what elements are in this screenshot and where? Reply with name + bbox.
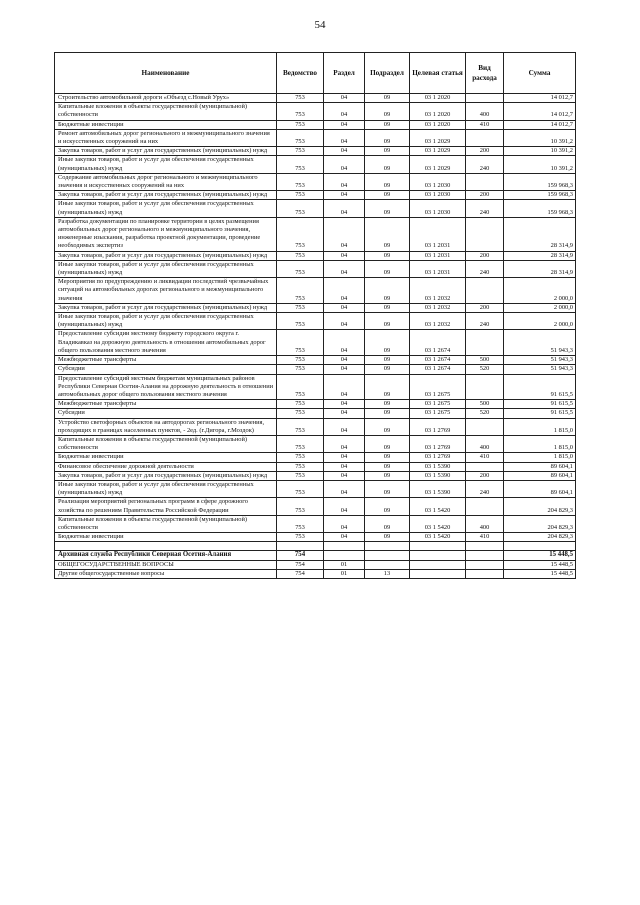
- cell-article: 03 1 2020: [410, 103, 466, 120]
- cell-subsection: 09: [365, 365, 410, 374]
- cell-expense-type: 240: [466, 200, 504, 217]
- cell-expense-type: [466, 498, 504, 515]
- cell-name: Предоставление субсидии местному бюджету городского округа г. Владикавказ на дорожную деятельность в отношении автомобильных дорог общего пользования местного значения: [55, 330, 277, 356]
- cell-dept: 753: [277, 103, 324, 120]
- cell-dept: 753: [277, 330, 324, 356]
- header-dept: Ведомство: [277, 53, 324, 94]
- table-row: [55, 374, 576, 400]
- cell-name: Иные закупки товаров, работ и услуг для обеспечения государственных (муниципальных) нужд: [55, 156, 277, 173]
- cell-article: 03 1 5390: [410, 480, 466, 497]
- cell-sum: 159 968,3: [504, 200, 576, 217]
- cell-section: 04: [324, 103, 365, 120]
- cell-dept: 754: [277, 560, 324, 569]
- cell-article: 03 1 2032: [410, 303, 466, 312]
- cell-subsection: 09: [365, 278, 410, 304]
- table-row: [55, 330, 576, 356]
- cell-dept: [277, 542, 324, 551]
- table-row: [55, 278, 576, 304]
- cell-subsection: [365, 560, 410, 569]
- cell-section: 04: [324, 303, 365, 312]
- cell-sum: 10 391,2: [504, 156, 576, 173]
- cell-name: Капитальные вложения в объекты государственной (муниципальной) собственности: [55, 103, 277, 120]
- cell-sum: 51 943,3: [504, 365, 576, 374]
- cell-name: Другие общегосударственные вопросы: [55, 569, 277, 578]
- cell-name: ОБЩЕГОСУДАРСТВЕННЫЕ ВОПРОСЫ: [55, 560, 277, 569]
- cell-dept: 753: [277, 533, 324, 542]
- table-row: [55, 471, 576, 480]
- cell-name: Закупка товаров, работ и услуг для государственных (муниципальных) нужд: [55, 191, 277, 200]
- cell-article: [410, 569, 466, 578]
- cell-name: Реализация мероприятий региональных программ в сфере дорожного хозяйства по решениям Правительства Российской Федерации: [55, 498, 277, 515]
- table-row: [55, 480, 576, 497]
- table-row: [55, 462, 576, 471]
- cell-name: Закупка товаров, работ и услуг для государственных (муниципальных) нужд: [55, 471, 277, 480]
- table-row: [55, 453, 576, 462]
- cell-name: Субсидии: [55, 409, 277, 418]
- table-row: [55, 200, 576, 217]
- cell-sum: 15 448,5: [504, 551, 576, 560]
- cell-dept: 753: [277, 453, 324, 462]
- page-number: 54: [314, 19, 326, 31]
- cell-dept: 753: [277, 217, 324, 251]
- cell-sum: 28 314,9: [504, 251, 576, 260]
- cell-dept: 753: [277, 374, 324, 400]
- table-row: [55, 400, 576, 409]
- table-row: [55, 120, 576, 129]
- header-article: Целевая статья: [410, 53, 466, 94]
- cell-subsection: 09: [365, 191, 410, 200]
- cell-section: 04: [324, 200, 365, 217]
- cell-dept: 753: [277, 356, 324, 365]
- cell-sum: 91 615,5: [504, 400, 576, 409]
- cell-section: [324, 551, 365, 560]
- cell-section: 04: [324, 278, 365, 304]
- cell-sum: 51 943,3: [504, 356, 576, 365]
- cell-sum: 204 829,3: [504, 515, 576, 532]
- cell-expense-type: [466, 217, 504, 251]
- cell-section: 04: [324, 173, 365, 190]
- cell-sum: 159 968,3: [504, 173, 576, 190]
- cell-article: 03 1 2030: [410, 173, 466, 190]
- cell-sum: 2 000,0: [504, 313, 576, 330]
- cell-subsection: 09: [365, 462, 410, 471]
- table-row: [55, 569, 576, 578]
- cell-subsection: 09: [365, 94, 410, 103]
- table-row: [55, 409, 576, 418]
- cell-name: Финансовое обеспечение дорожной деятельности: [55, 462, 277, 471]
- cell-sum: 10 391,2: [504, 147, 576, 156]
- cell-dept: 753: [277, 418, 324, 435]
- cell-article: 03 1 2031: [410, 260, 466, 277]
- cell-section: 04: [324, 533, 365, 542]
- cell-subsection: 09: [365, 129, 410, 146]
- cell-article: 03 1 5420: [410, 533, 466, 542]
- cell-section: 04: [324, 409, 365, 418]
- cell-expense-type: 240: [466, 480, 504, 497]
- cell-name: Архивная служба Республики Северная Осетия-Алания: [55, 551, 277, 560]
- cell-dept: 753: [277, 515, 324, 532]
- cell-subsection: 09: [365, 303, 410, 312]
- table-row: [55, 217, 576, 251]
- cell-dept: 753: [277, 147, 324, 156]
- cell-section: 04: [324, 374, 365, 400]
- cell-expense-type: [466, 129, 504, 146]
- cell-dept: 753: [277, 435, 324, 452]
- cell-expense-type: 240: [466, 313, 504, 330]
- cell-subsection: 09: [365, 120, 410, 129]
- cell-article: 03 1 2675: [410, 400, 466, 409]
- cell-subsection: 09: [365, 515, 410, 532]
- table-row: [55, 260, 576, 277]
- cell-sum: 204 829,3: [504, 498, 576, 515]
- cell-expense-type: 200: [466, 191, 504, 200]
- cell-sum: 89 604,1: [504, 462, 576, 471]
- cell-sum: 159 968,3: [504, 191, 576, 200]
- cell-subsection: 09: [365, 533, 410, 542]
- cell-article: 03 1 2674: [410, 356, 466, 365]
- cell-article: 03 1 2030: [410, 200, 466, 217]
- cell-article: 03 1 2032: [410, 278, 466, 304]
- cell-section: 04: [324, 147, 365, 156]
- cell-name: Закупка товаров, работ и услуг для государственных (муниципальных) нужд: [55, 251, 277, 260]
- cell-subsection: 09: [365, 103, 410, 120]
- cell-subsection: [365, 542, 410, 551]
- cell-section: 04: [324, 435, 365, 452]
- cell-dept: 753: [277, 498, 324, 515]
- cell-section: 04: [324, 191, 365, 200]
- cell-name: Закупка товаров, работ и услуг для государственных (муниципальных) нужд: [55, 147, 277, 156]
- cell-sum: 204 829,3: [504, 533, 576, 542]
- cell-expense-type: 240: [466, 156, 504, 173]
- cell-subsection: 09: [365, 356, 410, 365]
- header-name: Наименование: [55, 53, 277, 94]
- cell-sum: 2 000,0: [504, 278, 576, 304]
- table-row: [55, 129, 576, 146]
- cell-expense-type: [466, 94, 504, 103]
- cell-dept: 753: [277, 120, 324, 129]
- cell-expense-type: 240: [466, 260, 504, 277]
- cell-name: Содержание автомобильных дорог регионального и межмуниципального значения и искусственных сооружений на них: [55, 173, 277, 190]
- table-row: [55, 498, 576, 515]
- cell-article: 03 1 2020: [410, 120, 466, 129]
- cell-expense-type: [466, 462, 504, 471]
- cell-subsection: 09: [365, 217, 410, 251]
- cell-dept: 754: [277, 569, 324, 578]
- cell-name: Мероприятия по предупреждению и ликвидации последствий чрезвычайных ситуаций на автомобильных дорогах регионального и межмуниципального значения: [55, 278, 277, 304]
- cell-section: 01: [324, 560, 365, 569]
- table-row: [55, 191, 576, 200]
- cell-sum: 1 815,0: [504, 453, 576, 462]
- cell-dept: 753: [277, 94, 324, 103]
- cell-expense-type: 200: [466, 303, 504, 312]
- cell-dept: 753: [277, 462, 324, 471]
- table-row: [55, 103, 576, 120]
- cell-name: Межбюджетные трансферты: [55, 400, 277, 409]
- cell-section: 04: [324, 94, 365, 103]
- cell-article: 03 1 2675: [410, 409, 466, 418]
- cell-name: Бюджетные инвестиции: [55, 120, 277, 129]
- table-row: [55, 418, 576, 435]
- header-sum: Сумма: [504, 53, 576, 94]
- table-row: [55, 251, 576, 260]
- cell-article: 03 1 2029: [410, 129, 466, 146]
- cell-expense-type: [466, 330, 504, 356]
- cell-expense-type: 400: [466, 435, 504, 452]
- cell-article: 03 1 2031: [410, 217, 466, 251]
- cell-sum: 2 000,0: [504, 303, 576, 312]
- cell-article: 03 1 2029: [410, 156, 466, 173]
- cell-dept: 753: [277, 173, 324, 190]
- cell-dept: 753: [277, 400, 324, 409]
- cell-dept: 753: [277, 200, 324, 217]
- cell-section: 04: [324, 400, 365, 409]
- cell-section: 04: [324, 156, 365, 173]
- cell-name: Иные закупки товаров, работ и услуг для обеспечения государственных (муниципальных) нужд: [55, 200, 277, 217]
- cell-sum: 15 448,5: [504, 560, 576, 569]
- cell-name: Закупка товаров, работ и услуг для государственных (муниципальных) нужд: [55, 303, 277, 312]
- cell-subsection: 09: [365, 409, 410, 418]
- cell-sum: 91 615,5: [504, 374, 576, 400]
- table-row: [55, 313, 576, 330]
- cell-article: 03 1 2674: [410, 365, 466, 374]
- cell-subsection: 09: [365, 418, 410, 435]
- cell-name: Бюджетные инвестиции: [55, 533, 277, 542]
- cell-name: Иные закупки товаров, работ и услуг для обеспечения государственных (муниципальных) нужд: [55, 480, 277, 497]
- cell-expense-type: [466, 542, 504, 551]
- cell-subsection: 09: [365, 313, 410, 330]
- cell-subsection: 09: [365, 498, 410, 515]
- cell-name: Иные закупки товаров, работ и услуг для обеспечения государственных (муниципальных) нужд: [55, 260, 277, 277]
- cell-article: 03 1 5420: [410, 498, 466, 515]
- cell-expense-type: 400: [466, 103, 504, 120]
- cell-expense-type: 520: [466, 409, 504, 418]
- cell-section: 04: [324, 498, 365, 515]
- cell-expense-type: 410: [466, 120, 504, 129]
- cell-sum: 14 012,7: [504, 103, 576, 120]
- table-row: [55, 156, 576, 173]
- cell-name: Межбюджетные трансферты: [55, 356, 277, 365]
- cell-subsection: 09: [365, 156, 410, 173]
- cell-subsection: 09: [365, 453, 410, 462]
- cell-subsection: 09: [365, 471, 410, 480]
- cell-expense-type: [466, 418, 504, 435]
- cell-section: 04: [324, 129, 365, 146]
- cell-dept: 753: [277, 409, 324, 418]
- table-row: [55, 94, 576, 103]
- cell-dept: 753: [277, 365, 324, 374]
- cell-expense-type: 500: [466, 356, 504, 365]
- cell-sum: 51 943,3: [504, 330, 576, 356]
- cell-article: 03 1 2032: [410, 313, 466, 330]
- table-row: [55, 365, 576, 374]
- cell-name: Бюджетные инвестиции: [55, 453, 277, 462]
- cell-sum: 14 012,7: [504, 120, 576, 129]
- cell-sum: 28 314,9: [504, 260, 576, 277]
- table-row: [55, 303, 576, 312]
- cell-sum: 14 012,7: [504, 94, 576, 103]
- table-row: [55, 356, 576, 365]
- cell-subsection: 09: [365, 435, 410, 452]
- cell-subsection: 09: [365, 400, 410, 409]
- cell-section: 04: [324, 480, 365, 497]
- table-header-row: [55, 53, 576, 94]
- cell-subsection: 13: [365, 569, 410, 578]
- cell-expense-type: [466, 569, 504, 578]
- cell-subsection: 09: [365, 374, 410, 400]
- cell-expense-type: 520: [466, 365, 504, 374]
- cell-name: Капитальные вложения в объекты государственной (муниципальной) собственности: [55, 515, 277, 532]
- cell-name: Иные закупки товаров, работ и услуг для обеспечения государственных (муниципальных) нужд: [55, 313, 277, 330]
- cell-subsection: 09: [365, 260, 410, 277]
- header-section: Раздел: [324, 53, 365, 94]
- cell-article: 03 1 2675: [410, 374, 466, 400]
- cell-expense-type: [466, 560, 504, 569]
- cell-subsection: 09: [365, 200, 410, 217]
- cell-article: 03 1 2031: [410, 251, 466, 260]
- cell-subsection: 09: [365, 251, 410, 260]
- cell-dept: 753: [277, 471, 324, 480]
- table-row: [55, 533, 576, 542]
- cell-expense-type: 410: [466, 533, 504, 542]
- cell-subsection: 09: [365, 330, 410, 356]
- cell-article: 03 1 5420: [410, 515, 466, 532]
- cell-expense-type: 200: [466, 147, 504, 156]
- cell-section: 04: [324, 330, 365, 356]
- cell-article: 03 1 2029: [410, 147, 466, 156]
- cell-expense-type: 500: [466, 400, 504, 409]
- cell-article: 03 1 2769: [410, 418, 466, 435]
- cell-section: 04: [324, 313, 365, 330]
- cell-dept: 754: [277, 551, 324, 560]
- cell-dept: 753: [277, 251, 324, 260]
- cell-subsection: 09: [365, 147, 410, 156]
- cell-section: 04: [324, 471, 365, 480]
- table-row: [55, 542, 576, 551]
- cell-article: 03 1 2769: [410, 435, 466, 452]
- cell-section: [324, 542, 365, 551]
- cell-subsection: 09: [365, 480, 410, 497]
- cell-article: [410, 551, 466, 560]
- cell-dept: 753: [277, 303, 324, 312]
- cell-name: Устройство светофорных объектов на автодорогах регионального значения, проходящих в границах населенных пунктов, - 2ед. (г.Дигора, г.Моздок): [55, 418, 277, 435]
- cell-section: 04: [324, 453, 365, 462]
- cell-name: [55, 542, 277, 551]
- cell-article: 03 1 2674: [410, 330, 466, 356]
- cell-article: 03 1 2030: [410, 191, 466, 200]
- table-row: [55, 147, 576, 156]
- table-row: [55, 173, 576, 190]
- cell-sum: [504, 542, 576, 551]
- cell-name: Разработка документации по планировке территории в целях размещения автомобильных дорог регионального и межмуниципального значения, инженерные изыскания, разработка проектной документации, проведение необходимых экспертиз: [55, 217, 277, 251]
- cell-section: 04: [324, 251, 365, 260]
- cell-subsection: [365, 551, 410, 560]
- cell-expense-type: 400: [466, 515, 504, 532]
- cell-name: Субсидии: [55, 365, 277, 374]
- cell-name: Капитальные вложения в объекты государственной (муниципальной) собственности: [55, 435, 277, 452]
- cell-subsection: 09: [365, 173, 410, 190]
- cell-sum: 1 815,0: [504, 435, 576, 452]
- table-row: [55, 515, 576, 532]
- table-row: [55, 551, 576, 560]
- budget-table: [54, 52, 576, 579]
- cell-expense-type: 200: [466, 251, 504, 260]
- cell-name: Ремонт автомобильных дорог регионального и межмуниципального значения и искусственных сооружений на них: [55, 129, 277, 146]
- table-row: [55, 560, 576, 569]
- cell-dept: 753: [277, 156, 324, 173]
- table-row: [55, 435, 576, 452]
- cell-expense-type: [466, 173, 504, 190]
- cell-section: 01: [324, 569, 365, 578]
- cell-section: 04: [324, 217, 365, 251]
- cell-section: 04: [324, 515, 365, 532]
- cell-name: Предоставление субсидий местным бюджетам муниципальных районов Республики Северная Осетия-Алания на дорожную деятельность в отношении автомобильных дорог общего пользования местного значения: [55, 374, 277, 400]
- cell-section: 04: [324, 260, 365, 277]
- cell-article: [410, 560, 466, 569]
- cell-dept: 753: [277, 260, 324, 277]
- cell-dept: 753: [277, 278, 324, 304]
- cell-sum: 91 615,5: [504, 409, 576, 418]
- cell-sum: 10 391,2: [504, 129, 576, 146]
- cell-expense-type: 200: [466, 471, 504, 480]
- cell-sum: 15 448,5: [504, 569, 576, 578]
- cell-dept: 753: [277, 480, 324, 497]
- cell-article: 03 1 2020: [410, 94, 466, 103]
- cell-section: 04: [324, 120, 365, 129]
- cell-sum: 1 815,0: [504, 418, 576, 435]
- cell-expense-type: 410: [466, 453, 504, 462]
- cell-dept: 753: [277, 129, 324, 146]
- cell-dept: 753: [277, 313, 324, 330]
- cell-article: 03 1 5390: [410, 471, 466, 480]
- header-expense-type: Вид расхода: [466, 53, 504, 94]
- cell-section: 04: [324, 418, 365, 435]
- cell-article: 03 1 5390: [410, 462, 466, 471]
- header-subsection: Подраздел: [365, 53, 410, 94]
- cell-section: 04: [324, 365, 365, 374]
- cell-section: 04: [324, 462, 365, 471]
- cell-expense-type: [466, 374, 504, 400]
- cell-section: 04: [324, 356, 365, 365]
- cell-sum: 28 314,9: [504, 217, 576, 251]
- cell-sum: 89 604,1: [504, 471, 576, 480]
- cell-article: 03 1 2769: [410, 453, 466, 462]
- cell-sum: 89 604,1: [504, 480, 576, 497]
- cell-name: Строительство автомобильной дороги «Объезд с.Новый Урух»: [55, 94, 277, 103]
- cell-article: [410, 542, 466, 551]
- cell-expense-type: [466, 551, 504, 560]
- cell-dept: 753: [277, 191, 324, 200]
- table-body: [55, 94, 576, 579]
- cell-expense-type: [466, 278, 504, 304]
